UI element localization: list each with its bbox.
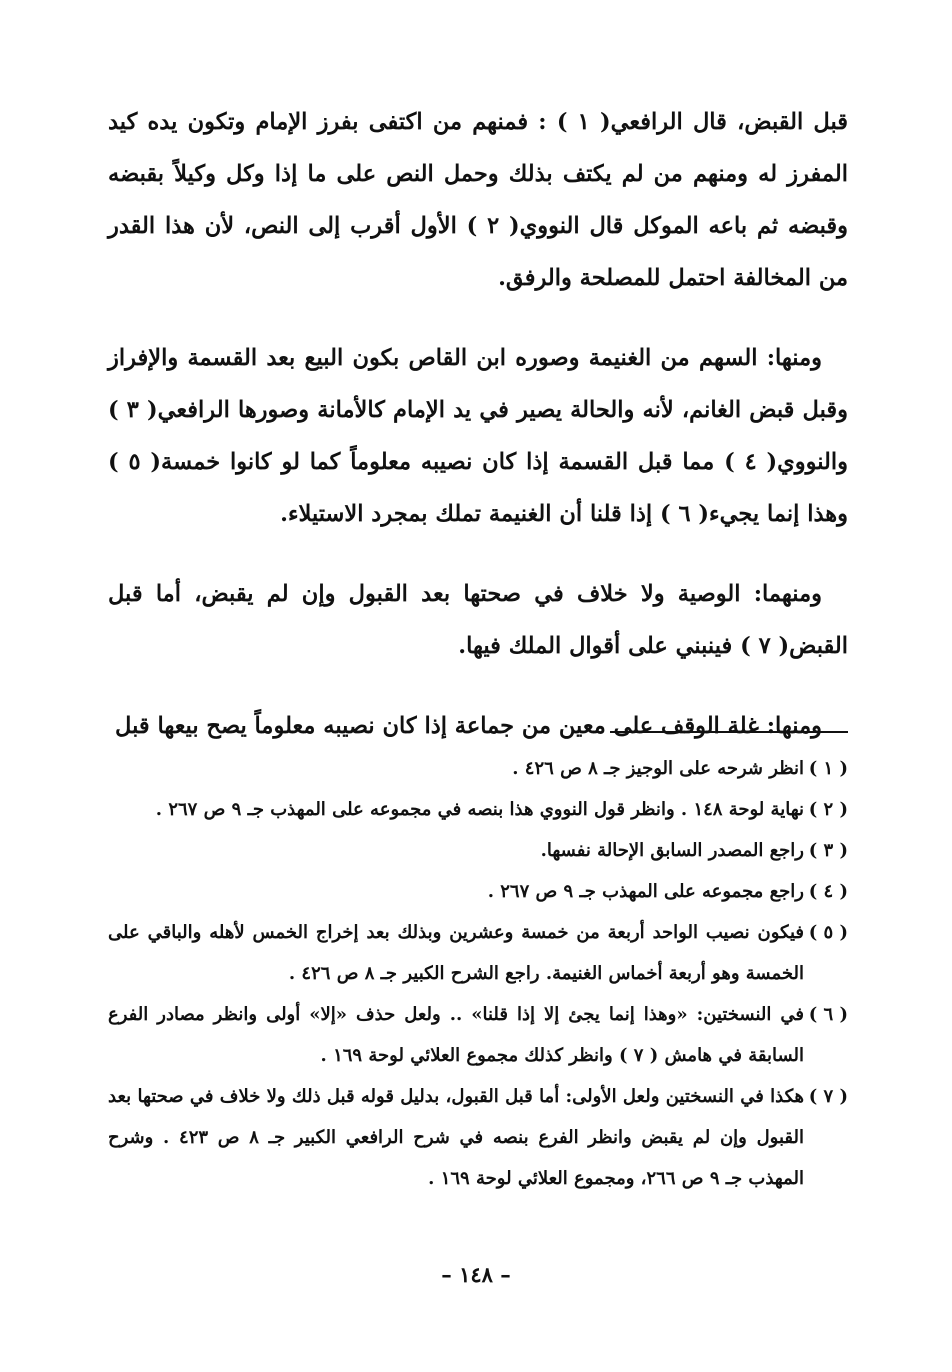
paragraph-2: ومنها: السهم من الغنيمة وصوره ابن القاص بكون البيع بعد القسمة والإفراز وقبل قبض الغانم، لأنه والحالة يصير في يد الإمام كالأمانة وصورها الرافعي( ٣ ) والنووي( ٤ ) مما قبل القسمة إذا كان نصيبه معلوماً كما لو كانوا خمسة( ٥ ) وهذا إنما يجيء( ٦ ) إذا قلنا أن الغنيمة تملك بمجرد الاستيلاء. (108, 345, 848, 527)
footnote-text: في النسختين: «وهذا إنما يجئ إلا إذا قلنا» .. ولعل حذف «إلا» أولى وانظر مصادر الفرع السابقة في هامش ( ٧ ) وانظر كذلك مجموع العلائي لوحة ١٦٩ . (108, 1004, 804, 1066)
footnote-number: ( ٦ ) (808, 1004, 848, 1025)
paragraph-3: ومنهما: الوصية ولا خلاف في صحتها بعد القبول وإن لم يقبض، أما قبل القبض( ٧ ) فينبني على أقوال الملك فيها. (108, 581, 848, 659)
paragraph-1: قبل القبض، قال الرافعي( ١ ) : فمنهم من اكتفى بفرز الإمام وتكون يده كيد المفرز له ومنهم من لم يكتف بذلك وحمل النص على ما إذا وكل وكيلاً بقبضه وقبضه ثم باعه الموكل قال النووي( ٢ ) الأول أقرب إلى النص، لأن هذا القدر من المخالفة احتمل للمصلحة والرفق. (108, 109, 849, 291)
footnote-text: انظر شرحه على الوجيز جـ ٨ ص ٤٢٦ . (512, 758, 804, 779)
footnote-separator (610, 731, 848, 733)
footnote-number: ( ١ ) (808, 758, 848, 779)
footnote-number: ( ٧ ) (808, 1086, 848, 1107)
footnote-1 (108, 748, 848, 789)
footnote-5 (108, 912, 848, 994)
footnote-3 (108, 830, 848, 871)
footnote-number: ( ٥ ) (808, 922, 848, 943)
footnote-number: ( ٢ ) (808, 799, 848, 820)
footnote-2 (108, 789, 848, 830)
footnote-text: راجع المصدر السابق الإحالة نفسها. (540, 840, 804, 861)
footnote-text: هكذا في النسختين ولعل الأولى: أما قبل القبول، بدليل قوله قبل ذلك ولا خلاف في صحتها بعد القبول وإن لم يقبض وانظر الفرع بنصه في شرح الرافعي الكبير جـ ٨ ص ٤٢٣ . وشرح المهذب جـ ٩ ص ٢٦٦، ومجموع العلائي لوحة ١٦٩ . (108, 1086, 804, 1189)
footnotes (108, 748, 848, 1199)
footnote-text: نهاية لوحة ١٤٨ . وانظر قول النووي هذا بنصه في مجموعه على المهذب جـ ٩ ص ٢٦٧ . (155, 799, 804, 820)
footnote-text: راجع مجموعه على المهذب جـ ٩ ص ٢٦٧ . (487, 881, 804, 902)
main-text (108, 96, 848, 780)
footnote-4 (108, 871, 848, 912)
page-number: – ١٤٨ – (441, 1262, 511, 1287)
footnote-number: ( ٤ ) (808, 881, 848, 902)
footnote-7 (108, 1076, 848, 1199)
paragraph-4: ومنها: غلة الوقف على معين من جماعة إذا كان نصيبه معلوماً يصح بيعها قبل (115, 713, 822, 739)
footnote-text: فيكون نصيب الواحد أربعة من خمسة وعشرين وبذلك بعد إخراج الخمس لأهله والباقي على الخمسة وهو أربعة أخماس الغنيمة. راجع الشرح الكبير جـ ٨ ص ٤٢٦ . (108, 922, 804, 984)
footnote-6 (108, 994, 848, 1076)
footnote-number: ( ٣ ) (808, 840, 848, 861)
